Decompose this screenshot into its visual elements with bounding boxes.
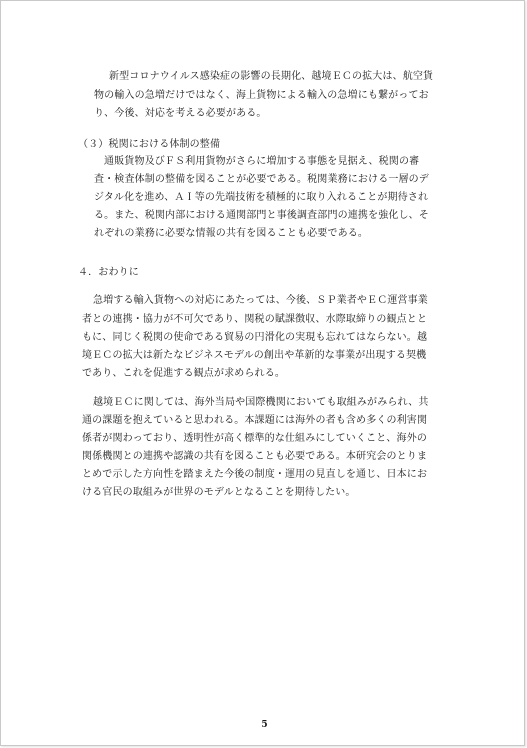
section-3-line-2: 査・検査体制の整備を図ることが必要である。税関業務における一層のデ <box>94 174 429 185</box>
section-4-p2-line-6: ける官民の取組みが世界のモデルとなることを期待したい。 <box>82 487 356 498</box>
section-3-line-3: ジタル化を進め、ＡＩ等の先端技術を積極的に取り入れることが期待され <box>94 192 429 203</box>
section-3-line-1: 通販貨物及びＦＳ利用貨物がさらに増加する事態を見据え、税関の審 <box>104 156 420 167</box>
section-4-p2-line-5: とめで示した方向性を踏まえた今後の制度・運用の見直しを通じ、日本にお <box>82 469 428 480</box>
section-4-p1-line-5: であり、これを促進する観点が求められる。 <box>82 368 285 379</box>
page-number: 5 <box>261 720 268 730</box>
section-4-p1-line-1: 急増する輸入貨物への対応にあたっては、今後、ＳＰ業者やＥＣ運営事業 <box>93 295 428 306</box>
intro-line-2: 物の輸入の急増だけではなく、海上貨物による輸入の急増にも繋がってお <box>94 90 429 101</box>
section-4-p1-line-3: もに、同じく税関の使命である貿易の円滑化の実現も忘れてはならない。越 <box>82 332 428 343</box>
section-3-heading: （３）税関における体制の整備 <box>78 139 221 150</box>
intro-line-3: り、今後、対応を考える必要がある。 <box>94 108 267 119</box>
section-4-p1-line-4: 境ＥＣの拡大は新たなビジネスモデルの創出や革新的な事業が出現する契機 <box>82 350 427 361</box>
section-4-p1-line-2: 者との連携・協力が不可欠であり、関税の賦課徴収、水際取締りの観点とと <box>82 314 428 325</box>
section-4-p2-line-4: 関係機関との連携や認識の共有を図ることも必要である。本研究会のとりま <box>82 451 428 462</box>
section-4-p2-line-2: 通の課題を抱えていると思われる。本課題には海外の者も含め多くの利害関 <box>82 415 428 426</box>
section-4-p2-line-1: 越境ＥＣに関しては、海外当局や国際機関においても取組みがみられ、共 <box>93 397 429 408</box>
section-4-heading: ４．おわりに <box>78 267 139 278</box>
section-4-p2-line-3: 係者が関わっており、透明性が高く標準的な仕組みにしていくこと、海外の <box>82 433 427 444</box>
intro-line-1: 新型コロナウイルス感染症の影響の長期化、越境ＥＣの拡大は、航空貨 <box>109 71 434 82</box>
section-3-line-5: れぞれの業務に必要な情報の共有を図ることも必要である。 <box>94 228 369 239</box>
section-3-line-4: る。また、税関内部における通関部門と事後調査部門の連携を強化し、そ <box>94 210 429 221</box>
